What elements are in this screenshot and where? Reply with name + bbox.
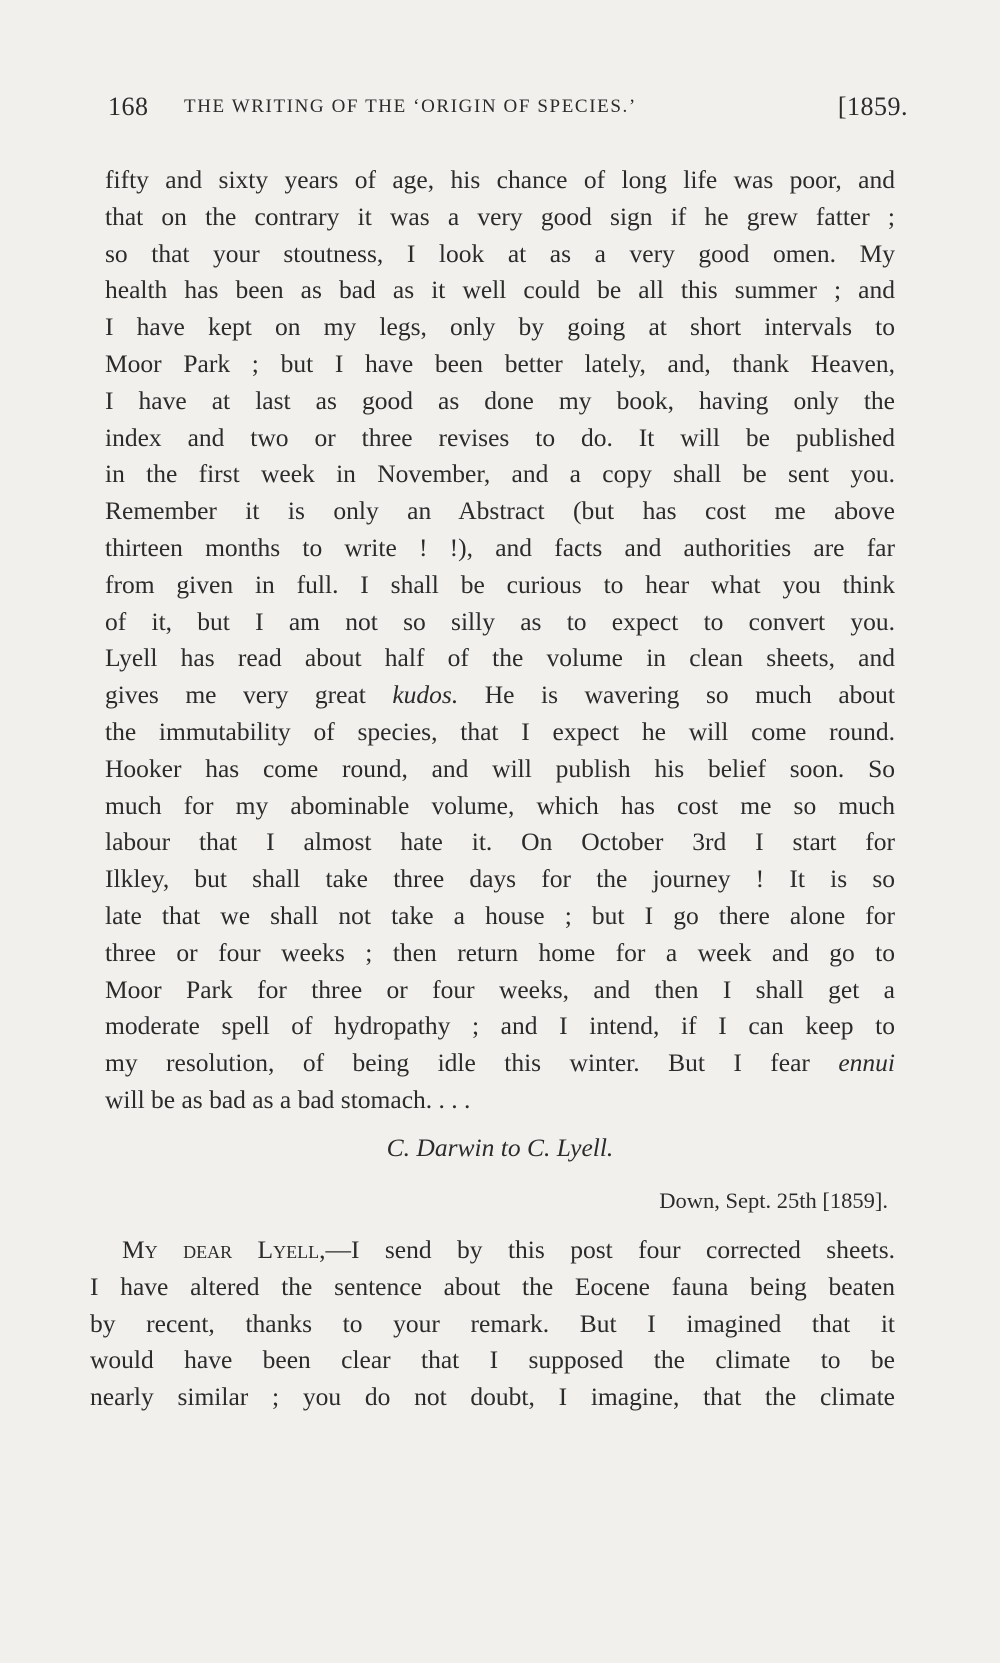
- text-line: moderate spell of hydropathy ; and I intend, if I can keep to: [105, 1011, 895, 1041]
- text-fragment: —I send by this post four corrected sheets.: [325, 1235, 895, 1264]
- running-year: [1859.: [837, 92, 908, 121]
- text-line: will be as bad as a bad stomach. . . .: [105, 1084, 471, 1114]
- text-line: Moor Park for three or four weeks, and then I shall get a: [105, 974, 895, 1004]
- text-line: that on the contrary it was a very good sign if he grew fatter ;: [105, 201, 895, 231]
- text-line: from given in full. I shall be curious to hear what you think: [105, 569, 895, 599]
- page-number: 168: [108, 92, 149, 121]
- text-line: I have altered the sentence about the Eocene fauna being beaten: [90, 1271, 895, 1301]
- text-line: index and two or three revises to do. It will be published: [105, 422, 895, 452]
- text-line: would have been clear that I supposed the climate to be: [90, 1345, 895, 1375]
- text-line: Lyell has read about half of the volume in clean sheets, and: [105, 643, 895, 673]
- text-line: the immutability of species, that I expect he will come round.: [105, 716, 895, 746]
- text-fragment: gives me very great: [105, 680, 366, 710]
- italic-word: kudos.: [392, 680, 459, 710]
- text-line-with-italic: [105, 1045, 895, 1082]
- letter-dateline: Down, Sept. 25th [1859].: [659, 1188, 888, 1213]
- text-fragment: He is wavering so much about: [484, 680, 895, 710]
- running-title: THE WRITING OF THE ‘ORIGIN OF SPECIES.’: [184, 96, 637, 117]
- text-line: thirteen months to write ! !), and facts and authorities are far: [105, 532, 895, 562]
- letter-heading: C. Darwin to C. Lyell.: [386, 1133, 614, 1162]
- text-line: I have kept on my legs, only by going at short intervals to: [105, 312, 895, 342]
- text-line: health has been as bad as it well could be all this summer ; and: [105, 275, 895, 305]
- text-line: in the first week in November, and a copy shall be sent you.: [105, 459, 895, 489]
- italic-word: ennui: [838, 1048, 895, 1078]
- body-text: [105, 162, 895, 1119]
- text-line: I have at last as good as done my book, having only the: [105, 385, 895, 415]
- text-line: Remember it is only an Abstract (but has cost me above: [105, 496, 895, 526]
- text-line: much for my abominable volume, which has cost me so much: [105, 790, 895, 820]
- letter-text: [90, 1232, 895, 1416]
- text-line: fifty and sixty years of age, his chance of long life was poor, and: [105, 165, 895, 194]
- text-line: nearly similar ; you do not doubt, I imagine, that the climate: [90, 1382, 895, 1412]
- running-head: [108, 92, 908, 132]
- text-line-with-italic: [105, 677, 895, 714]
- text-line: Hooker has come round, and will publish his belief soon. So: [105, 753, 895, 783]
- text-fragment: my resolution, of being idle this winter. But I fear: [105, 1048, 810, 1078]
- text-line: three or four weeks ; then return home for a week and go to: [105, 937, 895, 967]
- text-line: by recent, thanks to your remark. But I imagined that it: [90, 1308, 895, 1338]
- salutation: My dear Lyell,: [122, 1235, 326, 1264]
- text-line: Moor Park ; but I have been better lately, and, thank Heaven,: [105, 348, 895, 378]
- text-line: so that your stoutness, I look at as a very good omen. My: [105, 238, 895, 268]
- letter-first-line: [90, 1232, 895, 1269]
- text-line: labour that I almost hate it. On October 3rd I start for: [105, 827, 895, 857]
- text-line: Ilkley, but shall take three days for the journey ! It is so: [105, 864, 895, 894]
- text-line: late that we shall not take a house ; but I go there alone for: [105, 900, 895, 930]
- text-line: of it, but I am not so silly as to expect to convert you.: [105, 606, 895, 636]
